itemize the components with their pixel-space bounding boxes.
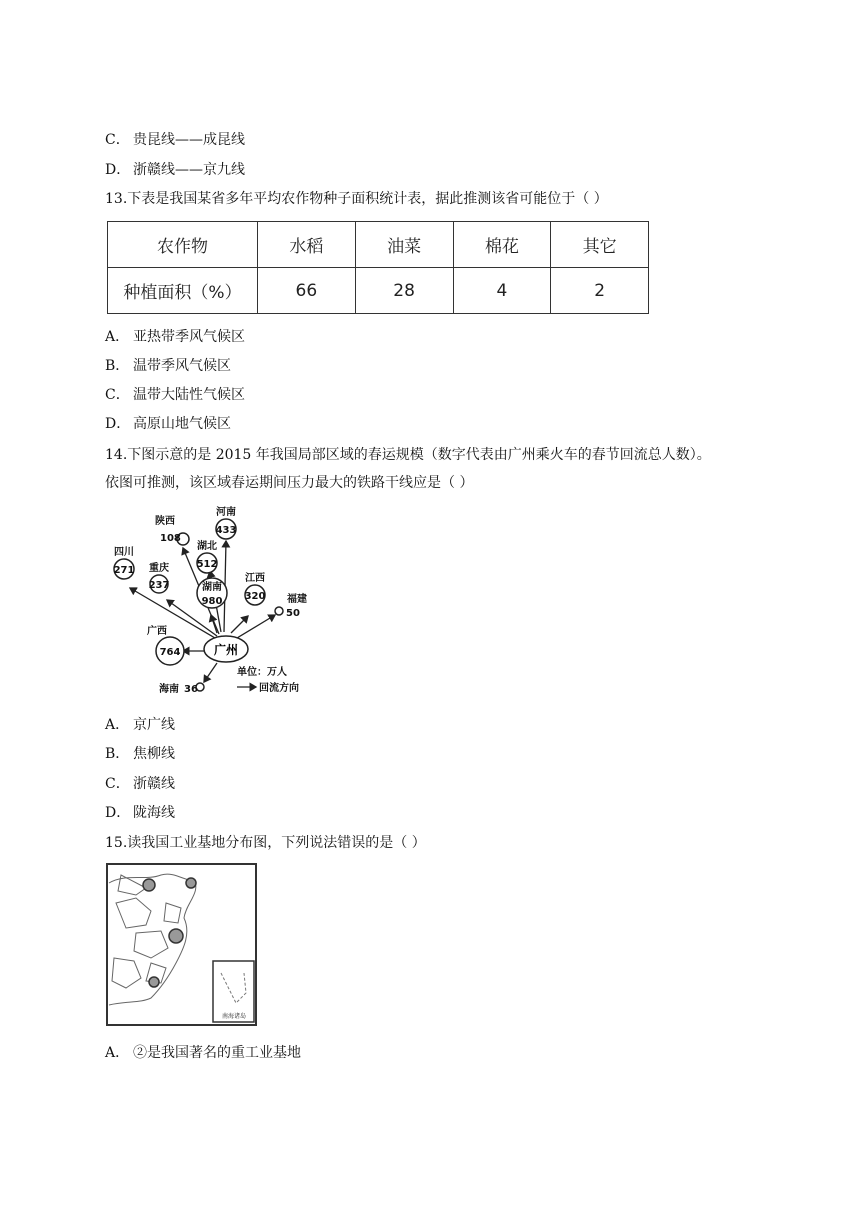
arrow-jiangxi	[231, 616, 248, 633]
option-text: 陇海线	[133, 805, 175, 821]
table-header-cell: 油菜	[355, 222, 453, 268]
option-letter: C．	[105, 776, 130, 792]
table-header-cell: 棉花	[453, 222, 551, 268]
crop-area-table	[107, 221, 649, 314]
base-marker	[149, 977, 159, 987]
q14-option-a[interactable]	[105, 715, 175, 735]
q13-option-b[interactable]	[105, 356, 231, 376]
option-letter: A．	[105, 329, 130, 345]
option-text: 高原山地气候区	[133, 416, 231, 432]
option-letter: B．	[105, 358, 130, 374]
inset-label: 南海诸岛	[221, 1013, 247, 1020]
unit-label: 单位：万人	[237, 667, 287, 678]
node-name: 江西	[245, 573, 265, 584]
table-header-cell: 其它	[551, 222, 649, 268]
table-cell: 4	[453, 268, 551, 314]
node-value: 271	[113, 565, 135, 576]
legend-label: 回流方向	[259, 683, 299, 694]
q14-stem-line1: 14.下图示意的是 2015 年我国局部区域的春运规模（数字代表由广州乘火车的春节回流总人数）。	[105, 447, 711, 463]
option-letter: C．	[105, 132, 130, 148]
option-text: 浙赣线——京九线	[133, 162, 245, 178]
node-value: 50	[286, 608, 300, 619]
table-cell: 2	[551, 268, 649, 314]
option-letter: D．	[105, 805, 131, 821]
table-cell: 66	[258, 268, 356, 314]
q13-stem: 13.下表是我国某省多年平均农作物种子面积统计表，据此推测该省可能位于（ ）	[105, 191, 608, 207]
table-header-cell: 农作物	[108, 222, 258, 268]
arrow-hainan	[204, 663, 217, 682]
q15-option-a[interactable]	[105, 1043, 301, 1063]
option-text: 浙赣线	[133, 776, 175, 792]
base-marker	[186, 878, 196, 888]
table-row	[108, 268, 649, 314]
q15-stem: 15.读我国工业基地分布图，下列说法错误的是（ ）	[105, 835, 426, 851]
arrow-fujian	[237, 615, 275, 638]
table-header-row	[108, 222, 649, 268]
option-letter: A．	[105, 717, 130, 733]
q13-option-d[interactable]	[105, 414, 231, 434]
option-letter: B．	[105, 746, 130, 762]
q14-option-c[interactable]	[105, 774, 175, 794]
node-fujian-circle	[275, 607, 283, 615]
node-value: 764	[159, 647, 181, 658]
option-letter: A．	[105, 1045, 130, 1061]
node-name: 湖北	[197, 541, 217, 552]
node-name: 重庆	[149, 563, 169, 574]
option-text: 亚热带季风气候区	[133, 329, 245, 345]
node-name: 四川	[114, 547, 134, 558]
node-name: 陕西	[155, 516, 175, 527]
q14-option-d[interactable]	[105, 803, 175, 823]
option-letter: D．	[105, 416, 131, 432]
q12-option-d[interactable]	[105, 160, 245, 180]
node-value: 237	[148, 580, 170, 591]
node-name: 河南	[216, 507, 236, 518]
option-text: ②是我国著名的重工业基地	[133, 1045, 301, 1061]
table-header-cell: 水稻	[258, 222, 356, 268]
center-label: 广州	[213, 643, 239, 657]
node-value: 108	[160, 533, 181, 544]
table-cell: 28	[355, 268, 453, 314]
option-text: 京广线	[133, 717, 175, 733]
node-name: 福建	[287, 594, 307, 605]
industrial-base-map	[106, 863, 257, 1026]
option-text: 温带大陆性气候区	[133, 387, 245, 403]
q14-stem-line2: 依图可推测，该区域春运期间压力最大的铁路干线应是（ ）	[105, 475, 474, 491]
q13-option-a[interactable]	[105, 327, 245, 347]
node-value: 980	[201, 596, 223, 607]
option-text: 焦柳线	[133, 746, 175, 762]
option-letter: C．	[105, 387, 130, 403]
spring-festival-flow-diagram	[105, 503, 320, 703]
base-marker	[143, 879, 155, 891]
q12-option-c[interactable]	[105, 130, 245, 150]
node-value: 433	[215, 525, 237, 536]
node-name: 广西	[147, 626, 167, 637]
node-value: 320	[244, 591, 266, 602]
node-name: 湖南	[202, 582, 222, 593]
option-text: 温带季风气候区	[133, 358, 231, 374]
node-value: 512	[196, 559, 218, 570]
table-row-label: 种植面积（%）	[108, 268, 258, 314]
node-name: 海南	[159, 684, 179, 695]
q13-option-c[interactable]	[105, 385, 245, 405]
base-marker	[169, 929, 183, 943]
node-value: 36	[184, 684, 198, 695]
option-text: 贵昆线——成昆线	[133, 132, 245, 148]
option-letter: D．	[105, 162, 131, 178]
q14-option-b[interactable]	[105, 744, 175, 764]
arrow-hunan	[211, 615, 217, 633]
